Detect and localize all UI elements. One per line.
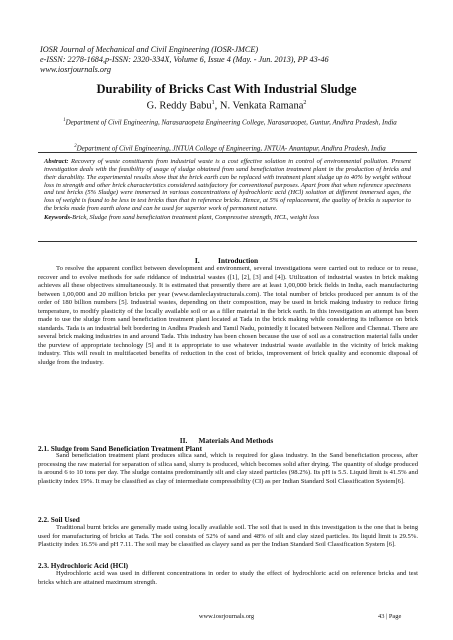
subsection-2-2-paragraph: Traditional burnt bricks are generally made using locally available soil. The soil that is used in this investigation is the one that is being used for manufacturing of bricks at Tada. The soil consists of 52% of sand and 48% of silt and clay sized particles. Its liquid limit is 29.5%. Plasticity index 16.5% and pH 7.11. The soil may be classified as clayey sand as per the Indian Standard Soil Classification System [6]. [38,524,418,549]
author-separator: , N. Venkata Ramana [214,100,304,112]
subsection-2-1-paragraph: Sand beneficiation treatment plant produces silica sand, which is required for glass industry. In the Sand beneficiation process, after processing the raw material for separation of silica sand, slurry is produced, which becomes solid after drying. The quantity of sludge produced is around 6 to 10 tons per day. The sludge contains predominantly silt and clay sized particles (98.2%). Its pH is 5.5. Liquid limit is 41.5% and plasticity index 19%. It may be classified as clay of intermediate compressibility (CI) as per Indian Standard Soil Classification System[6]. [38,452,418,485]
author-1-sup: 1 [211,100,215,106]
keywords-text: Brick, Sludge from sand beneficiation treatment plant, Compressive strength, HCL, weight loss [72,213,320,221]
affiliation-2-sup: 2 [74,144,77,149]
keywords-label: Keywords- [44,213,73,221]
introduction-heading: I. Introduction [194,256,259,265]
affiliation-2-text: Department of Civil Engineering, JNTUA College of Engineering, JNTUA- Anantapur, Andhra Pradesh, India [76,144,386,153]
footer-url: www.iosrjournals.org [198,613,255,620]
journal-header [40,45,420,76]
abstract-text: Recovery of waste constituents from industrial waste is a cost effective solution in control of environmental pollution. Present investigation deals with the feasibility of usage of sludge obtained from sand beneficiation treatment plant in the production of bricks and their durability. The experimental results show that the brick earth can be replaced with treatment plant sludge up to 40% by weight without loss in strength and other brick characteristics considered satisfactory for conventional purposes. Apart from that when reference specimens and test bricks (5% Sludge) were immersed in various concentrations of hydrochloric acid (HCl) solution at different immersed ages, the loss of weight is found to be less in test bricks than that in reference bricks. Hence, at 5% of replacement, the quality of bricks is superior to the bricks made from earth alone and can be used for superior work of permanent nature. [44,158,411,213]
issn-line: e-ISSN: 2278-1684,p-ISSN: 2320-334X, Volume 6, Issue 4 (May. - Jun. 2013), PP 43-46 [40,55,329,65]
abstract-box [38,152,417,242]
affiliation-1-text: Department of Civil Engineering, Narasaraopeta Engineering College, Narasaraopet, Guntur, Andhra Pradesh, India [65,118,397,127]
author-1: G. Reddy Babu [146,100,212,112]
journal-name: IOSR Journal of Mechanical and Civil Engineering (IOSR-JMCE) [40,45,259,54]
paper-title: Durability of Bricks Cast With Industrial Sludge [96,82,357,96]
subsection-2-3-paragraph: Hydrochloric acid was used in different concentrations in order to study the effect of hydrochloric acid on reference bricks and test bricks which are attained maximum strength. [38,570,418,586]
author-line [0,100,453,112]
subsection-2-2-heading: 2.2. Soil Used [38,515,80,524]
affiliation-1-sup: 1 [63,118,66,123]
subsection-2-3-heading: 2.3. Hydrochloric Acid (HCl) [38,561,129,570]
journal-website: www.iosrjournals.org [40,65,111,75]
abstract-label: Abstract: [44,158,69,165]
author-2-sup: 2 [303,100,307,106]
subsection-2-1-heading: 2.1. Sludge from Sand Beneficiation Treatment Plant [38,444,203,453]
methods-heading: II. Materials And Methods [179,436,274,445]
keywords-line [44,214,411,222]
affiliation-1 [46,117,414,127]
introduction-paragraph: To resolve the apparent conflict between development and environment, several investigations were carried out to reduce or to reuse, recover and to evolve methods for safe riddance of industrial wastes ([1], [2], [3] and [4]). Utilization of industrial wastes in brick making achieves all these objectives simultaneously. It is estimated that presently there are at least 1,00,000 brick fields in India, each manufacturing between 1,00,000 and 20 million bricks per year (www.damleclaystructurals.com). The total number of bricks produced per annum is of the order of 180 billion numbers [5]. Industrial wastes, depending on their composition, may be used in brick making industry to reduce firing temperature, to modify plasticity of the locally available soil or as a filler material in the brick earth. In this investigation an attempt has been made to use the sludge from sand beneficiation treatment plant located at Tada in the brick making while considering its influence on brick standards. Tada is an industrial belt bordering in Andhra Pradesh and Tamil Nadu, pointedly it located between Nellore and Chennai. There are several brick making industries in and around Tada. This industry has been chosen because the use of soil as a construction material falls under the purview of appropriate technology [5] and it is appropriate to use whatever industrial waste available in the vicinity of brick making industry. This will result in multifaceted benefits of reduction in the cost of bricks, improvement of brick quality and economic disposal of sludge from the industry. [38,265,418,367]
footer-page-number: 43 | Page [378,613,402,620]
